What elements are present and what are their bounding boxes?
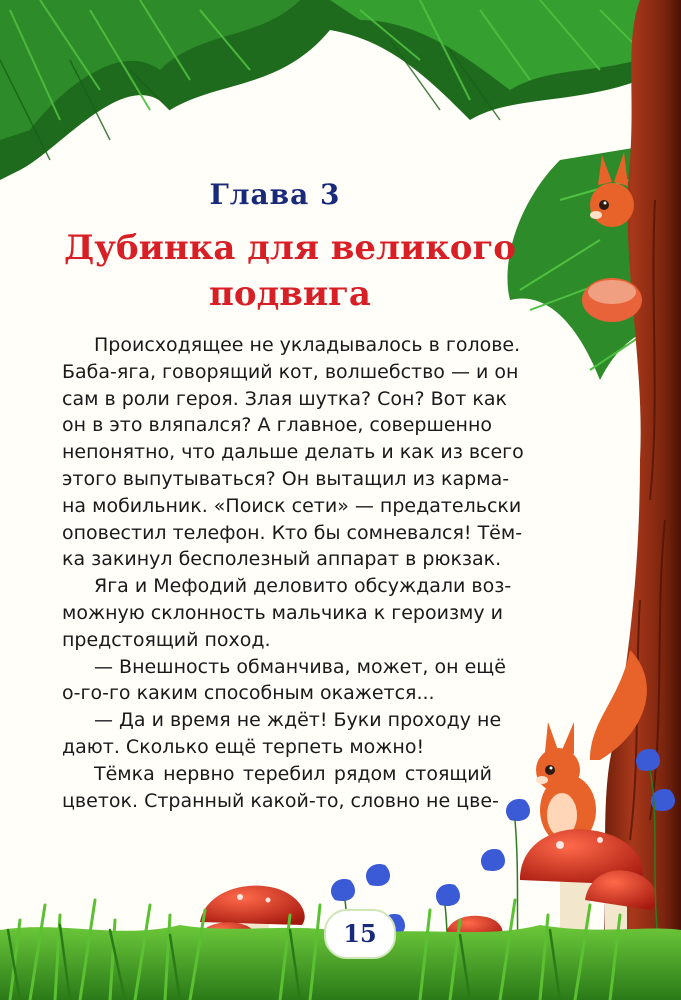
page-number: 15 bbox=[324, 909, 396, 959]
text-line: он в это вляпался? А главное, совершенно bbox=[62, 414, 492, 437]
text-line: ка закинул бесполезный аппарат в рюкзак. bbox=[62, 548, 502, 571]
body-text bbox=[62, 332, 524, 814]
text-line: цветок. Странный какой-то, словно не цве- bbox=[62, 789, 499, 812]
text-line: — Да и время не ждёт! Буки проходу не bbox=[94, 709, 502, 732]
chapter-title bbox=[20, 225, 560, 317]
text-line: о-го-го каким способным окажется... bbox=[62, 682, 435, 705]
text-line: Происходящее не укладывалось в голове. bbox=[94, 334, 521, 356]
fir-branches-top bbox=[0, 0, 681, 180]
text-line: Баба-яга, говорящий кот, волшебство — и он bbox=[62, 360, 519, 383]
text-line: Тёмка нервно теребил рядом стоящий bbox=[94, 762, 492, 785]
text-line: оповестил телефон. Кто бы сомневался! Тём- bbox=[62, 521, 523, 544]
text-line: Яга и Мефодий деловито обсуждали воз- bbox=[94, 575, 512, 598]
text-line: дают. Сколько ещё терпеть можно! bbox=[62, 735, 425, 758]
chapter-label: Глава 3 bbox=[209, 178, 341, 211]
text-line: этого выпутываться? Он вытащил из карма- bbox=[62, 467, 510, 490]
text-line: предстоящий поход. bbox=[62, 628, 271, 651]
chapter-title-line: Дубинка для великого bbox=[64, 228, 516, 268]
chapter-title-line: подвига bbox=[209, 274, 371, 314]
text-line: непонятно, что дальше делать и как из всего bbox=[62, 441, 524, 464]
text-line: сам в роли героя. Злая шутка? Сон? Вот как bbox=[62, 387, 507, 410]
text-line: на мобильник. «Поиск сети» — предательски bbox=[62, 494, 522, 517]
text-line: — Внешность обманчива, может, он ещё bbox=[94, 655, 506, 678]
text-line: можную склонность мальчика к героизму и bbox=[62, 601, 504, 624]
